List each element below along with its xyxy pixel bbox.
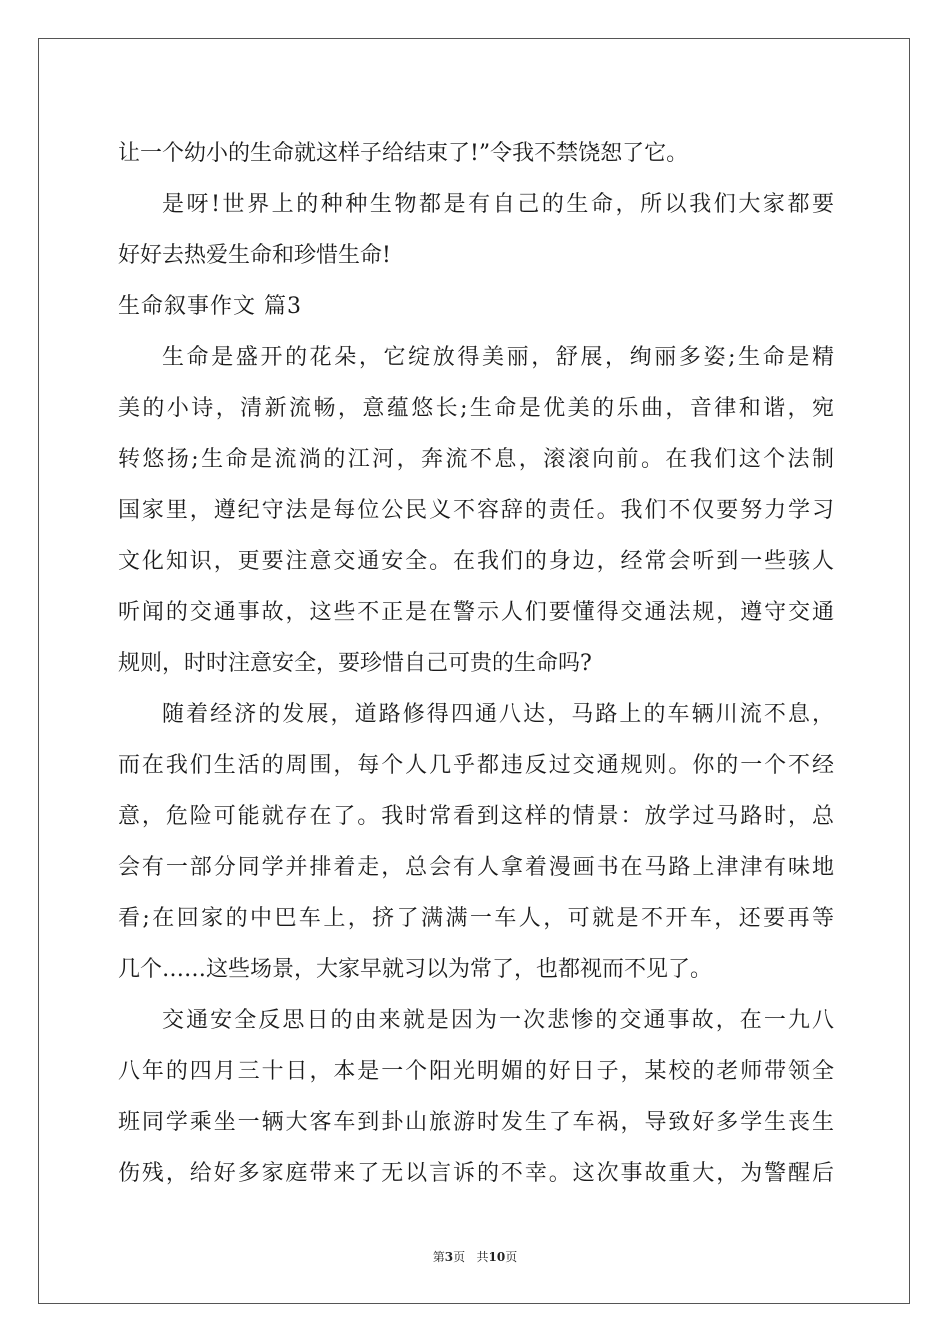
paragraph-line: 伤残，给好多家庭带来了无以言诉的不幸。这次事故重大，为警醒后 xyxy=(118,1161,834,1186)
paragraph-line: 看;在回家的中巴车上，挤了满满一车人，可就是不开车，还要再等 xyxy=(118,906,834,931)
current-page-number: 3 xyxy=(444,1250,454,1264)
paragraph-line: 会有一部分同学并排着走，总会有人拿着漫画书在马路上津津有味地 xyxy=(118,855,834,880)
paragraph-line: 几个……这些场景，大家早就习以为常了，也都视而不见了。 xyxy=(118,957,713,982)
document-body xyxy=(118,128,834,1199)
section-heading: 生命叙事作文 篇3 xyxy=(118,294,302,319)
paragraph-line: 意，危险可能就存在了。我时常看到这样的情景：放学过马路时，总 xyxy=(118,804,834,829)
paragraph-line: 美的小诗，清新流畅，意蕴悠长;生命是优美的乐曲，音律和谐，宛 xyxy=(118,396,834,421)
page-footer xyxy=(0,1248,950,1265)
paragraph-line: 是呀!世界上的种种生物都是有自己的生命，所以我们大家都要 xyxy=(162,192,834,217)
footer-mid: 页 共 xyxy=(453,1250,489,1264)
paragraph-line: 随着经济的发展，道路修得四通八达，马路上的车辆川流不息， xyxy=(162,702,834,727)
paragraph-line: 八年的四月三十日，本是一个阳光明媚的好日子，某校的老师带领全 xyxy=(118,1059,834,1084)
paragraph-line: 生命是盛开的花朵，它绽放得美丽，舒展，绚丽多姿;生命是精 xyxy=(162,345,834,370)
paragraph-line: 文化知识，更要注意交通安全。在我们的身边，经常会听到一些骇人 xyxy=(118,549,834,574)
paragraph-line: 规则，时时注意安全，要珍惜自己可贵的生命吗? xyxy=(118,651,592,676)
paragraph-line: 转悠扬;生命是流淌的江河，奔流不息，滚滚向前。在我们这个法制 xyxy=(118,447,834,472)
paragraph-line: 而在我们生活的周围，每个人几乎都违反过交通规则。你的一个不经 xyxy=(118,753,834,778)
footer-suffix: 页 xyxy=(505,1250,518,1264)
paragraph-line: 国家里，遵纪守法是每位公民义不容辞的责任。我们不仅要努力学习 xyxy=(118,498,834,523)
paragraph-line: 班同学乘坐一辆大客车到卦山旅游时发生了车祸，导致好多学生丧生 xyxy=(118,1110,834,1135)
paragraph-line: 好好去热爱生命和珍惜生命! xyxy=(118,243,391,268)
paragraph-line: 听闻的交通事故，这些不正是在警示人们要懂得交通法规，遵守交通 xyxy=(118,600,834,625)
footer-prefix: 第 xyxy=(432,1250,445,1264)
total-page-number: 10 xyxy=(488,1250,506,1264)
paragraph-line: 交通安全反思日的由来就是因为一次悲惨的交通事故，在一九八 xyxy=(162,1008,834,1033)
paragraph-line: 让一个幼小的生命就这样子给结束了!”令我不禁饶恕了它。 xyxy=(118,141,689,166)
